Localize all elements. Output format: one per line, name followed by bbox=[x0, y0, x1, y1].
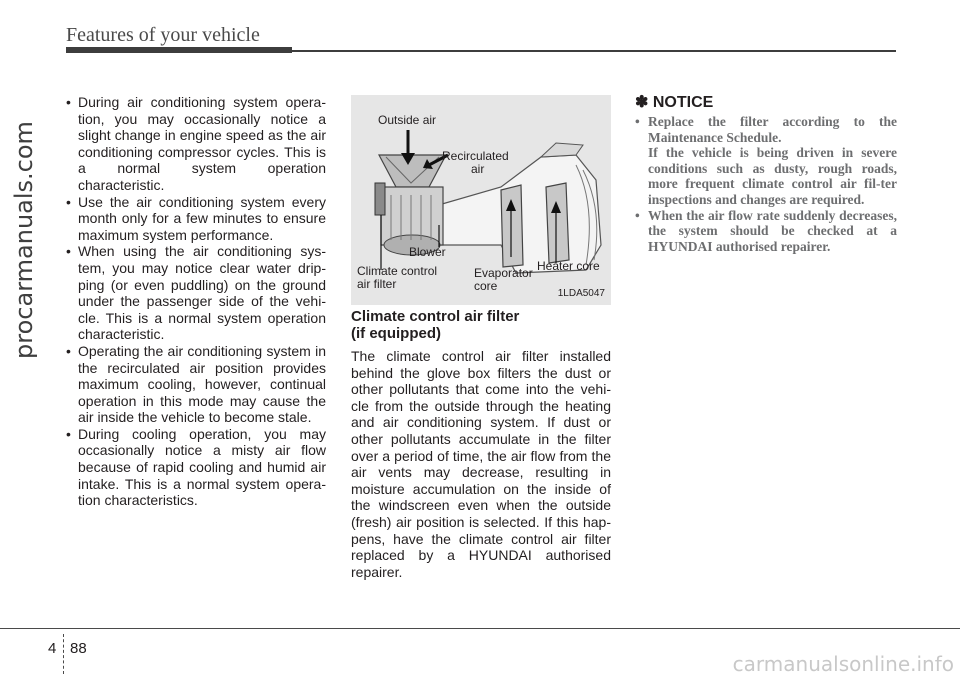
notice-symbol-icon: ✽ bbox=[635, 94, 649, 111]
footer-page-number: 88 bbox=[70, 640, 87, 657]
climate-filter-diagram bbox=[351, 95, 611, 305]
footer-rule bbox=[0, 628, 960, 629]
notice-item-1a: • Replace the filter according to the Maintenance Schedule. bbox=[648, 114, 897, 145]
section-heading bbox=[351, 308, 611, 342]
label-outside-air: Outside air bbox=[378, 113, 437, 127]
ac-tips-list bbox=[66, 94, 326, 509]
notice-item-2: • When the air flow rate suddenly decreases, the system should be checked at a HYUNDAI authorised repairer. bbox=[648, 207, 897, 254]
label-blower: Blower bbox=[409, 245, 446, 259]
header-rule-thin bbox=[292, 50, 896, 52]
label-recirculated-air-line1: Recirculated bbox=[442, 149, 509, 163]
notice-item-1b: If the vehicle is being driven in severe conditions such as dusty, rough roads, more frequent climate control air fil-ter inspections and changes are required. bbox=[648, 145, 897, 207]
side-watermark bbox=[6, 121, 42, 359]
label-evaporator-line2: core bbox=[474, 279, 498, 293]
footer-divider bbox=[63, 634, 64, 674]
list-item: • Operating the air conditioning system in the recirculated air position provides maximum cooling, however, continual operation in this mode may cause the air inside the vehicle to become stale. bbox=[66, 343, 326, 426]
list-item: • During air conditioning system opera-tion, you may occasionally notice a slight change in engine speed as the air conditioning compressor cycles. This is a normal system operation characteristic. bbox=[66, 94, 326, 194]
list-item bbox=[635, 208, 897, 255]
side-watermark-text: procarmanuals.com bbox=[10, 121, 38, 359]
list-item bbox=[635, 114, 897, 208]
section-heading-line2: (if equipped) bbox=[351, 325, 441, 342]
bottom-watermark: carmanualsonline.info bbox=[732, 652, 954, 676]
list-item: • During cooling operation, you may occasionally notice a misty air flow because of rapid cooling and humid air intake. This is a normal system opera-tion characteristics. bbox=[66, 426, 326, 509]
footer-chapter-number: 4 bbox=[48, 640, 57, 657]
notice-list bbox=[635, 114, 897, 254]
left-column bbox=[66, 94, 326, 509]
section-heading-line1: Climate control air filter bbox=[351, 308, 520, 325]
label-evaporator-line1: Evaporator bbox=[474, 266, 533, 280]
page-header-title: Features of your vehicle bbox=[66, 24, 260, 46]
middle-column bbox=[351, 308, 611, 580]
label-heater-core: Heater core bbox=[537, 259, 600, 273]
list-item: • When using the air conditioning sys-tem, you may notice clear water drip-ping (or even puddling) on the ground under the passenger side of the vehi-cle. This is a normal system operation characteristic. bbox=[66, 243, 326, 343]
list-item: • Use the air conditioning system every month only for a few minutes to ensure maximum system performance. bbox=[66, 194, 326, 244]
label-climate-filter-line1: Climate control bbox=[357, 264, 438, 278]
notice-box bbox=[635, 93, 897, 254]
notice-title bbox=[635, 93, 897, 113]
figure-code: 1LDA5047 bbox=[557, 288, 605, 299]
label-climate-filter-line2: air filter bbox=[357, 277, 397, 291]
header-rule-thick bbox=[66, 47, 292, 53]
section-body: The climate control air filter installed behind the glove box filters the dust or other pollutants that come into the vehi-cle from the outside through the heating and air conditioning system. If dust or other pollutants accumulate in the filter over a period of time, the air flow from the air vents may decrease, resulting in moisture accumulation on the inside of the windscreen even when the outside (fresh) air position is selected. If this hap-pens, have the climate control air filter replaced by a HYUNDAI authorised repairer. bbox=[351, 348, 611, 580]
label-recirculated-air-line2: air bbox=[471, 162, 485, 176]
notice-title-text: NOTICE bbox=[652, 94, 714, 111]
